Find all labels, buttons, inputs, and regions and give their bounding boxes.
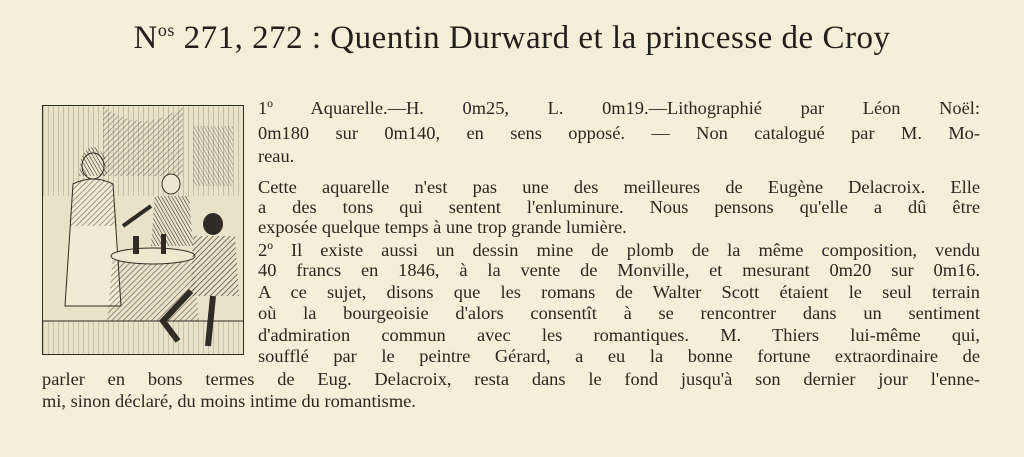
text-line: soufflé par le peintre Gérard, a eu la bonne fortune extraordinaire de xyxy=(258,346,980,366)
title-superscript: os xyxy=(157,20,175,40)
text-line: a des tons qui sentent l'enluminure. Nous pensons qu'elle a dû être xyxy=(258,197,980,217)
text-line: 2º Il existe aussi un dessin mine de plomb de la même composition, vendu xyxy=(258,240,980,260)
text-line: 40 francs en 1846, à la vente de Monville, et mesurant 0m20 sur 0m16. xyxy=(258,260,980,280)
text-line: mi, sinon déclaré, du moins intime du romantisme. xyxy=(42,391,416,411)
text-line: où la bourgeoisie d'alors consentît à se rencontrer dans un sentiment xyxy=(258,303,980,323)
text-line: parler en bons termes de Eug. Delacroix, resta dans le fond jusqu'à son dernier jour l'enne- xyxy=(42,369,980,389)
text-line: reau. xyxy=(258,146,295,166)
page-title xyxy=(0,20,1024,57)
engraving-illustration-icon xyxy=(42,105,244,355)
text-line: Cette aquarelle n'est pas une des meilleures de Eugène Delacroix. Elle xyxy=(258,177,980,197)
text-line: 1º Aquarelle.—H. 0m25, L. 0m19.—Lithographié par Léon Noël: xyxy=(258,98,980,118)
text-line: d'admiration commun avec les romantiques. M. Thiers lui-même qui, xyxy=(258,325,980,345)
text-line: 0m180 sur 0m140, en sens opposé. — Non catalogué par M. Mo- xyxy=(258,123,980,143)
text-line: A ce sujet, disons que les romans de Walter Scott étaient le seul terrain xyxy=(258,282,980,302)
title-prefix: N xyxy=(133,20,158,56)
title-rest: 271, 272 : Quentin Durward et la princesse de Croy xyxy=(174,20,891,56)
text-line: exposée quelque temps à une trop grande lumière. xyxy=(258,217,627,237)
